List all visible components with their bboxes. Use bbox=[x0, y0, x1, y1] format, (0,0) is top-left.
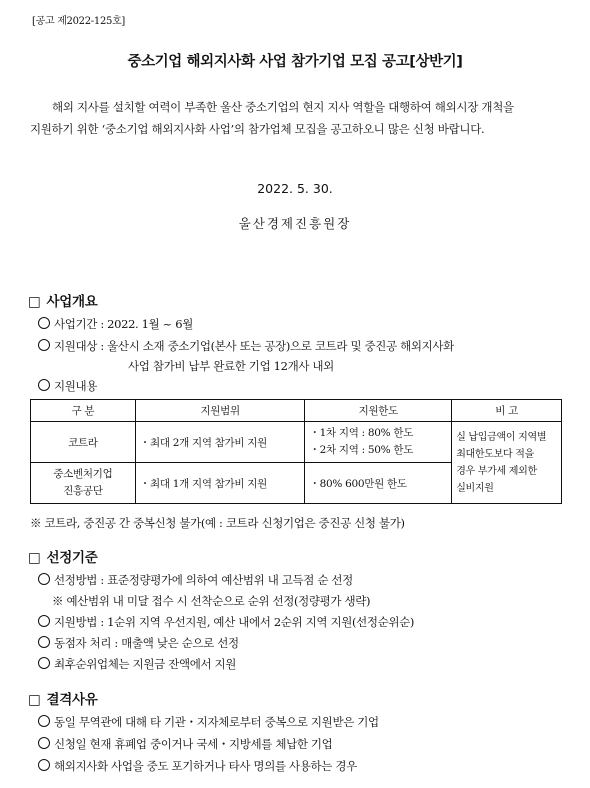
table-header-remarks: 비 고 bbox=[452, 400, 562, 422]
disqualification-item-text: 동일 무역관에 대해 타 기관・지자체로부터 중복으로 지원받은 기업 bbox=[54, 715, 379, 729]
table-cell-org-line: 중소벤처기업 bbox=[53, 468, 113, 480]
table-cell-limit-line: ・1차 지역 : 80% 한도 bbox=[309, 427, 414, 439]
remarks-line: 최대한도보다 적을 bbox=[456, 448, 534, 460]
criteria-item-text: 선정방법 : 표준정량평가에 의하여 예산범위 내 고득점 순 선정 bbox=[54, 573, 353, 587]
overview-target-text: 지원대상 : 울산시 소재 중소기업(본사 또는 공장)으로 코트라 및 중진공 해외지사화 bbox=[54, 339, 454, 353]
document-title: 중소기업 해외지사화 사업 참가기업 모집 공고[상반기] bbox=[127, 54, 463, 70]
section-criteria-label: 선정기준 bbox=[46, 550, 98, 566]
table-cell-remarks bbox=[452, 422, 562, 504]
circle-bullet-icon bbox=[38, 636, 50, 648]
overview-target bbox=[38, 338, 454, 354]
section-overview-title bbox=[28, 290, 97, 310]
table-cell-limit bbox=[305, 422, 452, 463]
disqualification-item bbox=[38, 736, 332, 752]
criteria-item-text: 지원방법 : 1순위 지역 우선지원, 예산 내에서 2순위 지역 지원(선정순위순) bbox=[54, 615, 415, 629]
section-criteria-title bbox=[28, 546, 97, 566]
checkbox-square-icon: □ bbox=[28, 550, 41, 566]
table-cell-limit: ・80% 600만원 한도 bbox=[305, 463, 452, 504]
table-header-limit: 지원한도 bbox=[305, 400, 452, 422]
table-row bbox=[31, 422, 562, 463]
criteria-item bbox=[38, 656, 236, 672]
table-cell-org-line: 진흥공단 bbox=[63, 485, 103, 497]
criteria-note: ※ 예산범위 내 미달 접수 시 선착순으로 순위 선정(정량평가 생략) bbox=[52, 594, 371, 608]
table-header-category: 구 분 bbox=[31, 400, 136, 422]
criteria-item bbox=[38, 635, 239, 651]
remarks-line: 실 납입금액이 지역별 bbox=[456, 431, 547, 443]
overview-period bbox=[38, 316, 193, 332]
overview-content bbox=[38, 378, 97, 394]
table-cell-limit-line: ・2차 지역 : 50% 한도 bbox=[309, 444, 414, 456]
circle-bullet-icon bbox=[38, 379, 50, 391]
circle-bullet-icon bbox=[38, 715, 50, 727]
criteria-item-text: 최후순위업체는 지원금 잔액에서 지원 bbox=[54, 657, 237, 671]
checkbox-square-icon: □ bbox=[28, 692, 41, 708]
criteria-item-text: 동점자 처리 : 매출액 낮은 순으로 선정 bbox=[54, 636, 239, 650]
circle-bullet-icon bbox=[38, 615, 50, 627]
circle-bullet-icon bbox=[38, 759, 50, 771]
circle-bullet-icon bbox=[38, 317, 50, 329]
circle-bullet-icon bbox=[38, 657, 50, 669]
table-cell-scope: ・최대 1개 지역 참가비 지원 bbox=[135, 463, 305, 504]
section-overview-label: 사업개요 bbox=[46, 294, 98, 310]
table-cell-org bbox=[31, 463, 136, 504]
remarks-line: 실비지원 bbox=[456, 482, 494, 494]
section-disqualification-label: 결격사유 bbox=[46, 692, 98, 708]
disqualification-item-text: 신청일 현재 휴폐업 중이거나 국세・지방세를 체납한 기업 bbox=[54, 737, 333, 751]
disqualification-item-text: 해외지사화 사업을 중도 포기하거나 타사 명의를 사용하는 경우 bbox=[54, 759, 357, 773]
intro-paragraph: 해외 지사를 설치할 여력이 부족한 울산 중소기업의 현지 지사 역할을 대행하여 해외시장 개척을 지원하기 위한 ‘중소기업 해외지사화 사업’의 참가업체 모집을 공고하오니 많은 신청 바랍니다. bbox=[30, 100, 514, 136]
notice-number: [공고 제2022-125호] bbox=[32, 16, 126, 27]
document-date: 2022. 5. 30. bbox=[257, 181, 333, 196]
disqualification-item bbox=[38, 758, 357, 774]
table-cell-org: 코트라 bbox=[31, 422, 136, 463]
table-cell-scope: ・최대 2개 지역 참가비 지원 bbox=[135, 422, 305, 463]
circle-bullet-icon bbox=[38, 737, 50, 749]
criteria-item bbox=[38, 614, 414, 630]
support-table bbox=[30, 399, 562, 504]
table-header-scope: 지원범위 bbox=[135, 400, 305, 422]
circle-bullet-icon bbox=[38, 573, 50, 585]
organization-name: 울산경제진흥원장 bbox=[238, 216, 352, 231]
remarks-line: 경우 부가세 제외한 bbox=[456, 465, 537, 477]
table-footnote: ※ 코트라, 중진공 간 중복신청 불가(예 : 코트라 신청기업은 중진공 신청 불가) bbox=[30, 516, 405, 530]
circle-bullet-icon bbox=[38, 339, 50, 351]
overview-content-text: 지원내용 bbox=[54, 379, 98, 393]
overview-period-text: 사업기간 : 2022. 1월 ~ 6월 bbox=[54, 317, 193, 331]
section-disqualification-title bbox=[28, 688, 97, 708]
overview-target-continued: 사업 참가비 납부 완료한 기업 12개사 내외 bbox=[128, 359, 334, 373]
checkbox-square-icon: □ bbox=[28, 294, 41, 310]
table-header-row bbox=[31, 400, 562, 422]
criteria-item bbox=[38, 572, 353, 588]
disqualification-item bbox=[38, 714, 379, 730]
